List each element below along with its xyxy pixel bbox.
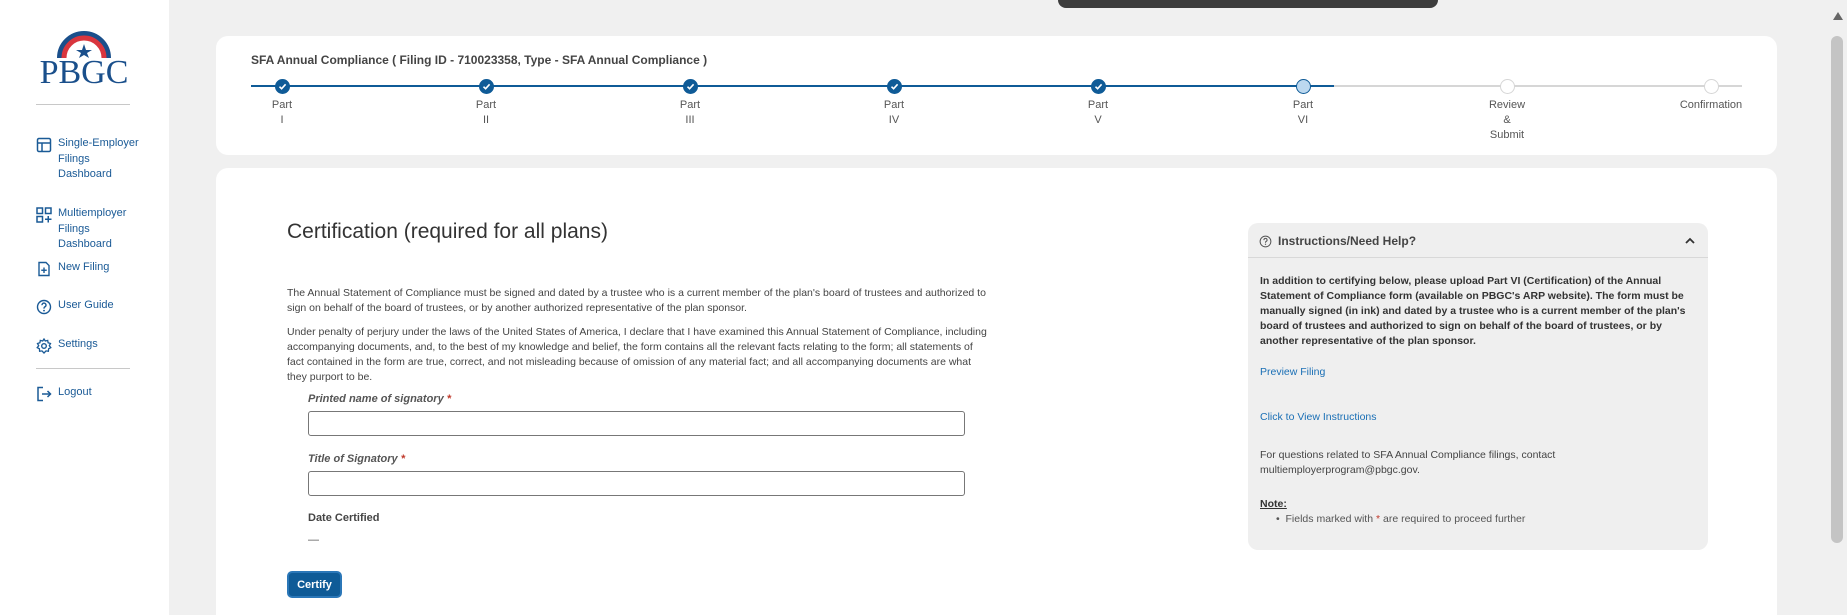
intro-paragraph: The Annual Statement of Compliance must be signed and dated by a trustee who is a current member of the plan's board of trustees and authorized to sign on behalf of the board of trustees, or by another authorized representative of the plan sponsor. bbox=[287, 287, 986, 314]
pbgc-logo[interactable] bbox=[36, 30, 132, 91]
filing-title: SFA Annual Compliance ( Filing ID - 710023358, Type - SFA Annual Compliance ) bbox=[251, 53, 708, 67]
required-mark: * bbox=[446, 393, 452, 405]
note-suffix: are required to proceed further bbox=[1380, 513, 1526, 525]
step-part-2[interactable] bbox=[441, 79, 531, 128]
step-part-1[interactable] bbox=[237, 79, 327, 128]
certify-button[interactable]: Certify bbox=[287, 571, 342, 598]
help-panel-header[interactable] bbox=[1259, 231, 1697, 251]
signatory-name-label bbox=[308, 393, 451, 405]
sidebar-item-logout[interactable] bbox=[36, 385, 92, 402]
step-label: Part V bbox=[1087, 99, 1109, 126]
step-label: Confirmation bbox=[1679, 99, 1743, 111]
check-icon bbox=[479, 79, 494, 94]
required-mark: * bbox=[1375, 513, 1381, 525]
signatory-title-input[interactable] bbox=[308, 471, 965, 496]
progress-line-done bbox=[251, 85, 1334, 87]
date-certified-value: — bbox=[308, 534, 319, 546]
step-part-4[interactable] bbox=[849, 79, 939, 128]
step-part-6[interactable] bbox=[1258, 79, 1348, 128]
sidebar-item-user-guide[interactable] bbox=[36, 298, 114, 315]
sidebar-item-label: User Guide bbox=[58, 299, 114, 311]
logout-icon bbox=[36, 386, 52, 402]
top-overlay bbox=[1058, 0, 1438, 8]
step-label: Part VI bbox=[1292, 99, 1314, 126]
step-label: Part III bbox=[679, 99, 701, 126]
check-icon bbox=[275, 79, 290, 94]
help-divider bbox=[1248, 257, 1708, 258]
step-label: Part II bbox=[475, 99, 497, 126]
help-instructions-text: In addition to certifying below, please upload Part VI (Certification) of the Annual Statement of Compliance form (available on PBGC's ARP website). The form must be manually signed (in ink) and dated by a trustee who is a current member of the plan's board of trustees and authorized to sign on behalf of the board of trustees, or by another representative of the plan sponsor. bbox=[1260, 275, 1686, 347]
sidebar-item-label: Logout bbox=[58, 386, 92, 398]
step-confirmation[interactable] bbox=[1666, 79, 1756, 113]
dashboard-icon bbox=[36, 137, 52, 153]
bullet: • bbox=[1276, 513, 1286, 525]
sidebar-divider bbox=[36, 368, 130, 369]
check-icon bbox=[683, 79, 698, 94]
perjury-paragraph: Under penalty of perjury under the laws of the United States of America, I declare that I have examined this Annual Statement of Compliance, including accompanying documents, and, to the best of my knowledge and belief, the form contains all the relevant facts relating to the form; all statements of fact contained in the form are true, correct, and not misleading because of omission of any material fact; and all accompanying documents are what they purport to be. bbox=[287, 326, 987, 383]
signatory-title-label-text: Title of Signatory bbox=[308, 453, 398, 465]
help-panel bbox=[1248, 223, 1708, 550]
signatory-title-label bbox=[308, 453, 405, 465]
sidebar-item-single-employer-dashboard[interactable] bbox=[36, 136, 143, 183]
scroll-up-arrow-icon[interactable] bbox=[1833, 12, 1843, 20]
scroll-thumb[interactable] bbox=[1831, 36, 1843, 543]
required-mark: * bbox=[400, 453, 405, 465]
stepper-card bbox=[216, 36, 1777, 155]
sidebar bbox=[0, 0, 169, 615]
step-part-5[interactable] bbox=[1053, 79, 1143, 128]
date-certified-label: Date Certified bbox=[308, 512, 380, 524]
logo-text: PBGC bbox=[39, 54, 129, 91]
pending-step-dot bbox=[1500, 79, 1515, 94]
step-label: Part IV bbox=[883, 99, 905, 126]
preview-filing-link[interactable]: Preview Filing bbox=[1260, 366, 1326, 378]
contact-text: For questions related to SFA Annual Compliance filings, contact multiemployerprogram@pbgc.gov. bbox=[1260, 449, 1556, 476]
vertical-scrollbar[interactable] bbox=[1828, 0, 1847, 615]
sidebar-item-multiemployer-dashboard[interactable] bbox=[36, 206, 136, 253]
note-item bbox=[1276, 513, 1525, 525]
sidebar-item-label: New Filing bbox=[58, 261, 110, 273]
view-instructions-link[interactable]: Click to View Instructions bbox=[1260, 411, 1377, 423]
page-title: Certification (required for all plans) bbox=[287, 220, 608, 243]
signatory-name-input[interactable] bbox=[308, 411, 965, 436]
sidebar-divider bbox=[36, 104, 130, 105]
new-file-icon bbox=[36, 261, 52, 277]
pending-step-dot bbox=[1704, 79, 1719, 94]
sidebar-item-label: Multiemployer Filings Dashboard bbox=[58, 207, 127, 250]
note-title: Note: bbox=[1260, 498, 1287, 510]
sidebar-item-settings[interactable] bbox=[36, 337, 98, 354]
signatory-name-label-text: Printed name of signatory bbox=[308, 393, 444, 405]
step-label: Part I bbox=[271, 99, 293, 126]
note-prefix: Fields marked with bbox=[1285, 513, 1376, 525]
sidebar-item-label: Single-Employer Filings Dashboard bbox=[58, 137, 139, 180]
main-card bbox=[216, 168, 1777, 615]
help-title: Instructions/Need Help? bbox=[1278, 234, 1417, 248]
step-label: Review & Submit bbox=[1488, 99, 1526, 141]
step-part-3[interactable] bbox=[645, 79, 735, 128]
step-review-submit[interactable] bbox=[1462, 79, 1552, 143]
current-step-dot bbox=[1296, 79, 1311, 94]
chevron-up-icon[interactable] bbox=[1683, 234, 1697, 248]
check-icon bbox=[887, 79, 902, 94]
sidebar-item-new-filing[interactable] bbox=[36, 260, 109, 277]
check-icon bbox=[1091, 79, 1106, 94]
sidebar-item-label: Settings bbox=[58, 338, 98, 350]
question-circle-icon bbox=[1259, 235, 1272, 248]
gear-icon bbox=[36, 338, 52, 354]
help-circle-icon bbox=[36, 299, 52, 315]
